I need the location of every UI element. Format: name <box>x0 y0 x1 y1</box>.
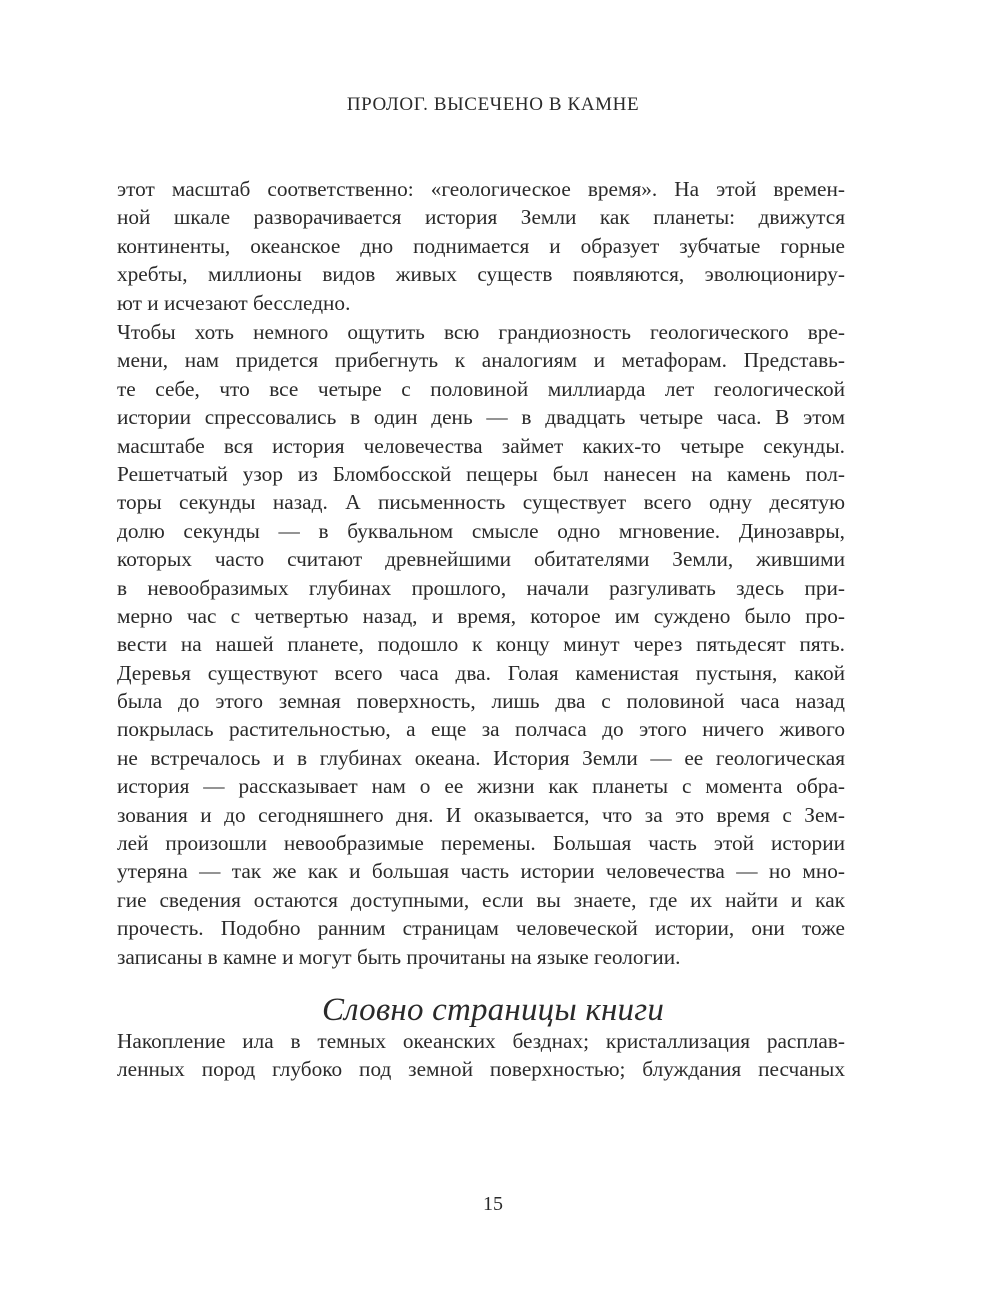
text-line: гие сведения остаются доступными, если вы знаете, где их найти и как <box>117 887 845 912</box>
text-line: которых часто считают древнейшими обитателями Земли, жившими <box>117 547 845 572</box>
text-line: истории спрессовались в один день — в двадцать четыре часа. В этом <box>117 405 845 430</box>
text-line: история — рассказывает нам о ее жизни как планеты с момента обра- <box>117 774 845 799</box>
text-line: в невообразимых глубинах прошлого, начали разгуливать здесь при- <box>117 575 845 600</box>
text-line: Решетчатый узор из Бломбосской пещеры был нанесен на камень пол- <box>117 461 845 486</box>
text-line: хребты, миллионы видов живых существ появляются, эволюциониру- <box>117 262 845 287</box>
section-heading: Словно страницы книги <box>321 992 665 1028</box>
text-line: торы секунды назад. А письменность существует всего одну десятую <box>117 490 845 515</box>
text-line: Чтобы хоть немного ощутить всю грандиозность геологического вре- <box>117 320 845 344</box>
text-line: вести на нашей планете, подошло к концу минут через пятьдесят пять. <box>117 632 845 657</box>
text-line: ленных пород глубоко под земной поверхностью; блуждания песчаных <box>117 1057 845 1082</box>
text-line: долю секунды — в буквальном смысле одно мгновение. Динозавры, <box>117 518 845 543</box>
text-line: мени, нам придется прибегнуть к аналогиям и метафорам. Представь- <box>117 348 845 373</box>
text-line: не встречалось и в глубинах океана. История Земли — ее геологическая <box>117 745 845 770</box>
text-line: ной шкале разворачивается история Земли как планеты: движутся <box>117 205 845 230</box>
text-line: масштабе вся история человечества займет каких-то четыре секунды. <box>117 433 845 458</box>
text-line: была до этого земная поверхность, лишь два с половиной часа назад <box>117 689 845 714</box>
text-line: прочесть. Подобно ранним страницам человеческой истории, они тоже <box>117 916 845 941</box>
text-line: Деревья существуют всего часа два. Голая каменистая пустыня, какой <box>117 660 845 685</box>
text-line: покрылась растительностью, а еще за полчаса до этого ничего живого <box>117 717 845 742</box>
text-line: утеряна — так же как и большая часть истории человечества — но мно- <box>117 859 845 884</box>
text-line: зования и до сегодняшнего дня. И оказывается, что за это время с Зем- <box>117 802 845 827</box>
paragraph-3 <box>117 1027 845 1084</box>
text-line: мерно час с четвертью назад, и время, которое им суждено было про- <box>117 603 845 628</box>
page-number: 15 <box>483 1193 503 1215</box>
running-head: ПРОЛОГ. ВЫСЕЧЕНО В КАМНЕ <box>346 94 640 115</box>
text-line: этот масштаб соответственно: «геологическое время». На этой времен- <box>117 177 845 201</box>
text-line: лей произошли невообразимые перемены. Большая часть этой истории <box>117 831 845 856</box>
text-line: те себе, что все четыре с половиной миллиарда лет геологической <box>117 376 845 401</box>
text-line: континенты, океанское дно поднимается и образует зубчатые горные <box>117 233 845 258</box>
text-line: Накопление ила в темных океанских безднах; кристаллизация расплав- <box>117 1029 845 1053</box>
paragraph-1 <box>117 175 845 317</box>
paragraph-2 <box>117 318 845 971</box>
text-line: ют и исчезают бесследно. <box>117 290 351 315</box>
text-line: записаны в камне и могут быть прочитаны на языке геологии. <box>117 944 681 969</box>
